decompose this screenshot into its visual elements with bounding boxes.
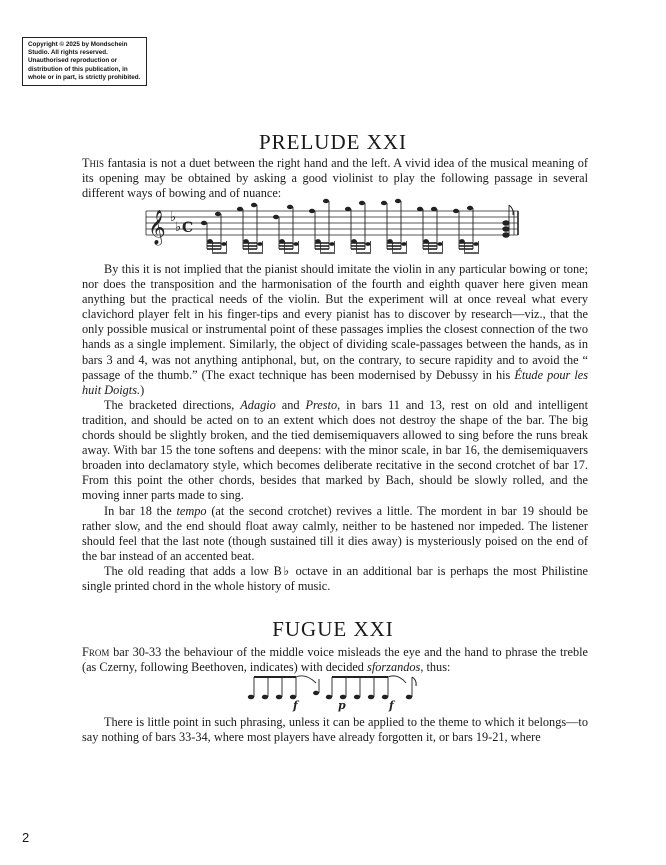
p2-italic-2: Presto (305, 397, 338, 412)
note-group (345, 201, 371, 253)
prelude-paragraph-3 (82, 504, 588, 564)
prelude-body (82, 262, 588, 594)
rhythm-note (340, 677, 346, 699)
rhythm-note (290, 677, 296, 699)
p2-italic-1: Adagio (240, 397, 276, 412)
prelude-title: PRELUDE XXI (258, 130, 408, 154)
prelude-paragraph-2 (82, 398, 588, 504)
p2-a: The bracketed directions, (104, 397, 241, 412)
prelude-paragraph-4: The old reading that adds a low B♭ octave in an additional bar is perhaps the most Philistine single printed chord in the whole history of music. (82, 563, 588, 593)
note-group (237, 203, 263, 253)
dynamic-f-2: f (389, 699, 394, 712)
svg-text:♭: ♭ (175, 220, 182, 235)
prelude-p1-end: ) (140, 382, 145, 397)
prelude-p1-italic: Étude pour les huit Doigts. (82, 367, 588, 397)
rhythm-note (326, 677, 332, 699)
intro-text: fantasia is not a duet between the right hand and the left. A vivid idea of the musical meaning of its opening may be obtained by asking a good violinist to play the following passage in several different ways of bowing and of nuance: (82, 156, 588, 201)
note-groups (201, 199, 479, 253)
rhythm-note (248, 677, 254, 699)
p3-italic: tempo (176, 503, 207, 518)
copyright-notice: Copyright © 2025 by Mondschein Studio. All rights reserved. Unauthorised reproduction or distribution of this publication, in whole or in part, is strictly prohibited. (22, 37, 147, 86)
fugue-lead-word: From (82, 645, 110, 659)
prelude-p1-text: By this it is not implied that the pianist should imitate the violin in any particular bowing or tone; nor does the transposition and the harmonisation of the fourth and eighth quaver here given mean anything but the practical needs of the violin. But the experiment will at once reveal what every clavichord player felt in his finger-tips and every pianist has to discover by research—viz., that the only possible musical or instrumental point of these passages implies the closest connection of the two hands as a single implement. Similarly, the object of dividing scale-passages between the hands, as in bars 3 and 4, was not anything antiphonal, but, on the contrary, to secure rapidity and to avoid the “ passage of the thumb.” (The exact technique has been modernised by Debussy in his (82, 262, 588, 382)
violin-passage-example (142, 197, 522, 259)
svg-text:𝄞: 𝄞 (148, 210, 166, 245)
note-group (381, 199, 407, 253)
rhythm-note (368, 677, 374, 699)
rhythm-note (354, 677, 360, 699)
p2-c: , in bars 11 and 13, rest on old and intelligent tradition, and should be acted on to an extent which does not destroy the shape of the bar. The big chords should be slightly broken, and the tied demisemiquavers allowed to sing before the runs break away. With bar 15 the tone softens and deepens: with the minor scale, in bar 16, the demisemiquavers broaden into declamatory style, which becomes deliberate recitative in the second crotchet of bar 17. From this point the other chords, besides that marked by Bach, should be slowly rolled, and the moving inner parts made to sing. (82, 397, 588, 503)
p3-a: In bar 18 the (104, 503, 177, 518)
fugue-intro-b: , thus: (420, 660, 451, 675)
dynamic-p: p (338, 699, 346, 712)
dynamic-f-1: f (293, 699, 298, 712)
svg-text:♭: ♭ (170, 210, 177, 225)
rhythm-note (382, 677, 388, 699)
prelude-paragraph-1 (82, 262, 588, 398)
p3-b: (at the second crotchet) revives a little. The mordent in bar 19 should be rather slow, and the end should float away calmly, neither to be hastened nor impeded. The listener should feel that the last note (though sustained till it dies away) is mysteriously poised on the end of the bar instead of an accented beat. (82, 503, 588, 563)
note-group (417, 207, 443, 253)
rhythm-note (406, 677, 412, 699)
fugue-paragraph-1: There is little point in such phrasing, unless it can be applied to the theme to which it belongs—to say nothing of bars 33-34, where most players have already forgotten it, or bars 19-21, where (82, 715, 588, 745)
sforzando-rhythm-example (243, 671, 423, 713)
rhythm-notes (248, 676, 416, 699)
treble-clef-icon (148, 210, 166, 246)
rhythm-note (276, 677, 282, 699)
page-number: 2 (22, 830, 30, 845)
prelude-intro (82, 156, 588, 201)
fugue-title: FUGUE XXI (272, 617, 394, 641)
fugue-intro-italic: sforzandos (367, 660, 421, 675)
final-chord-icon (503, 205, 513, 237)
note-group (309, 199, 335, 253)
fugue-intro-a: bar 30-33 the behaviour of the middle voice misleads the eye and the hand to phrase the treble (as Czerny, following Beethoven, indicates) with decided (82, 645, 588, 675)
note-group (201, 212, 227, 253)
fugue-body (82, 715, 588, 745)
svg-text:C: C (182, 220, 194, 236)
rhythm-note (262, 677, 268, 699)
p2-b: and (275, 397, 306, 412)
intro-lead-word: This (82, 156, 105, 170)
key-signature-icon (170, 210, 193, 236)
